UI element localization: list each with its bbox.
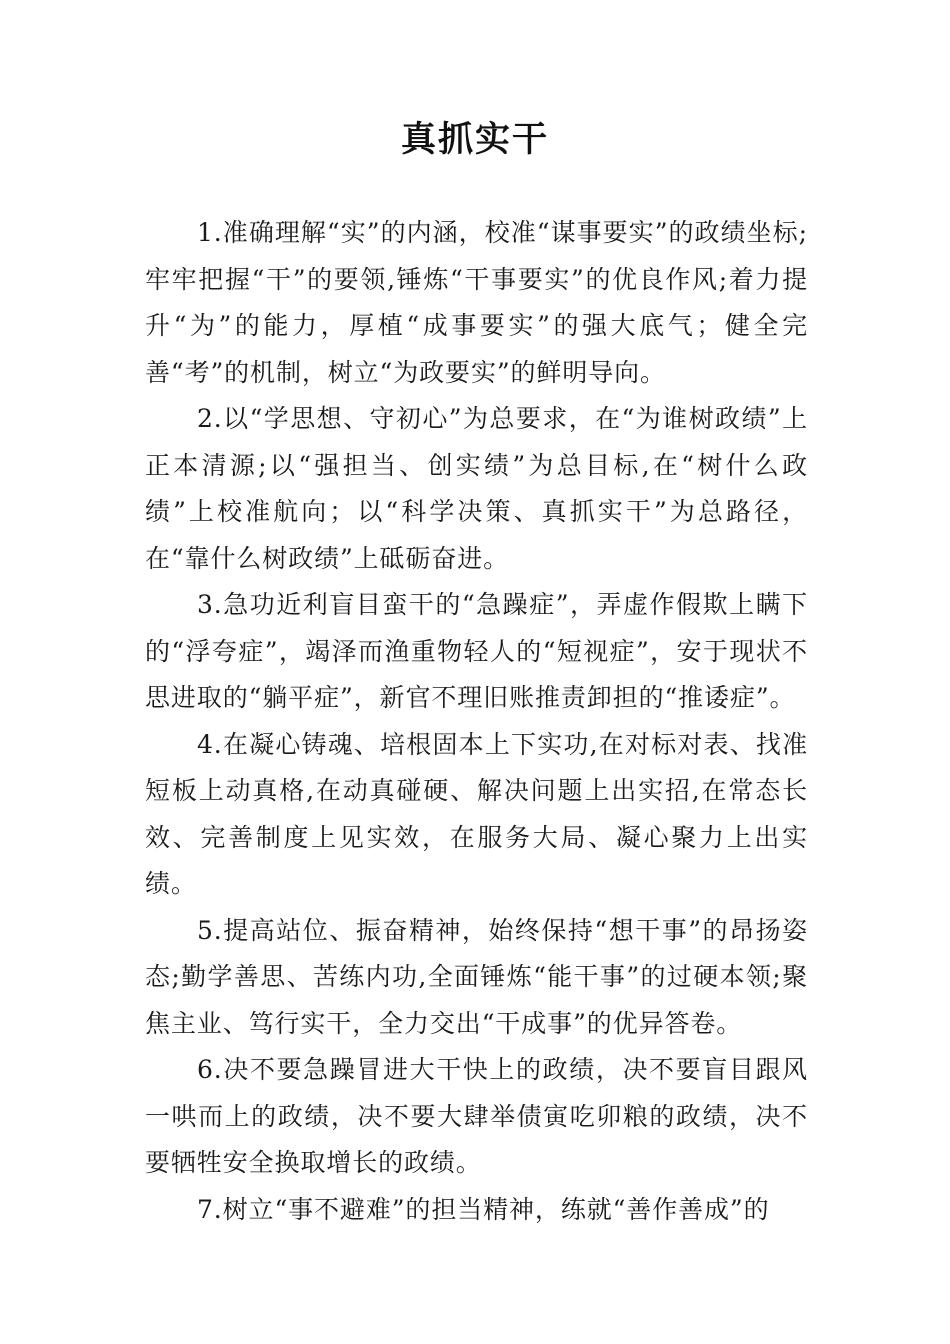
- paragraph-1: 1.准确理解“实”的内涵，校准“谋事要实”的政绩坐标;牢牢把握“干”的要领,锤炼“干事要实”的优良作风;着力提升“为”的能力，厚植“成事要实”的强大底气；健全完善“考”的机制，树立“为政要实”的鲜明导向。: [145, 218, 808, 387]
- paragraph-4: 4.在凝心铸魂、培根固本上下实功,在对标对表、找准短板上动真格,在动真碰硬、解决问题上出实招,在常态长效、完善制度上见实效，在服务大局、凝心聚力上出实绩。: [145, 729, 808, 898]
- paragraph-6: 6.决不要急躁冒进大干快上的政绩，决不要盲目跟风一哄而上的政绩，决不要大肆举债寅吃卯粮的政绩，决不要牺牲安全换取增长的政绩。: [145, 1055, 808, 1177]
- paragraph-7: 7.树立“事不避难”的担当精神，练就“善作善成”的: [197, 1194, 770, 1224]
- document-title: 真抓实干: [400, 120, 549, 160]
- paragraph-3: 3.急功近利盲目蛮干的“急躁症”，弄虚作假欺上瞒下的“浮夸症”，竭泽而渔重物轻人的“短视症”，安于现状不思进取的“躺平症”，新官不理旧账推责卸担的“推诿症”。: [145, 590, 808, 712]
- paragraph-5: 5.提高站位、振奋精神，始终保持“想干事”的昂扬姿态;勤学善思、苦练内功,全面锤炼“能干事”的过硬本领;聚焦主业、笃行实干，全力交出“干成事”的优异答卷。: [145, 915, 808, 1038]
- paragraph-2: 2.以“学思想、守初心”为总要求，在“为谁树政绩”上正本清源;以“强担当、创实绩”为总目标,在“树什么政绩”上校准航向；以“科学决策、真抓实干”为总路径，在“靠什么树政绩”上砥砺奋进。: [145, 404, 808, 573]
- document-body: [145, 210, 808, 1233]
